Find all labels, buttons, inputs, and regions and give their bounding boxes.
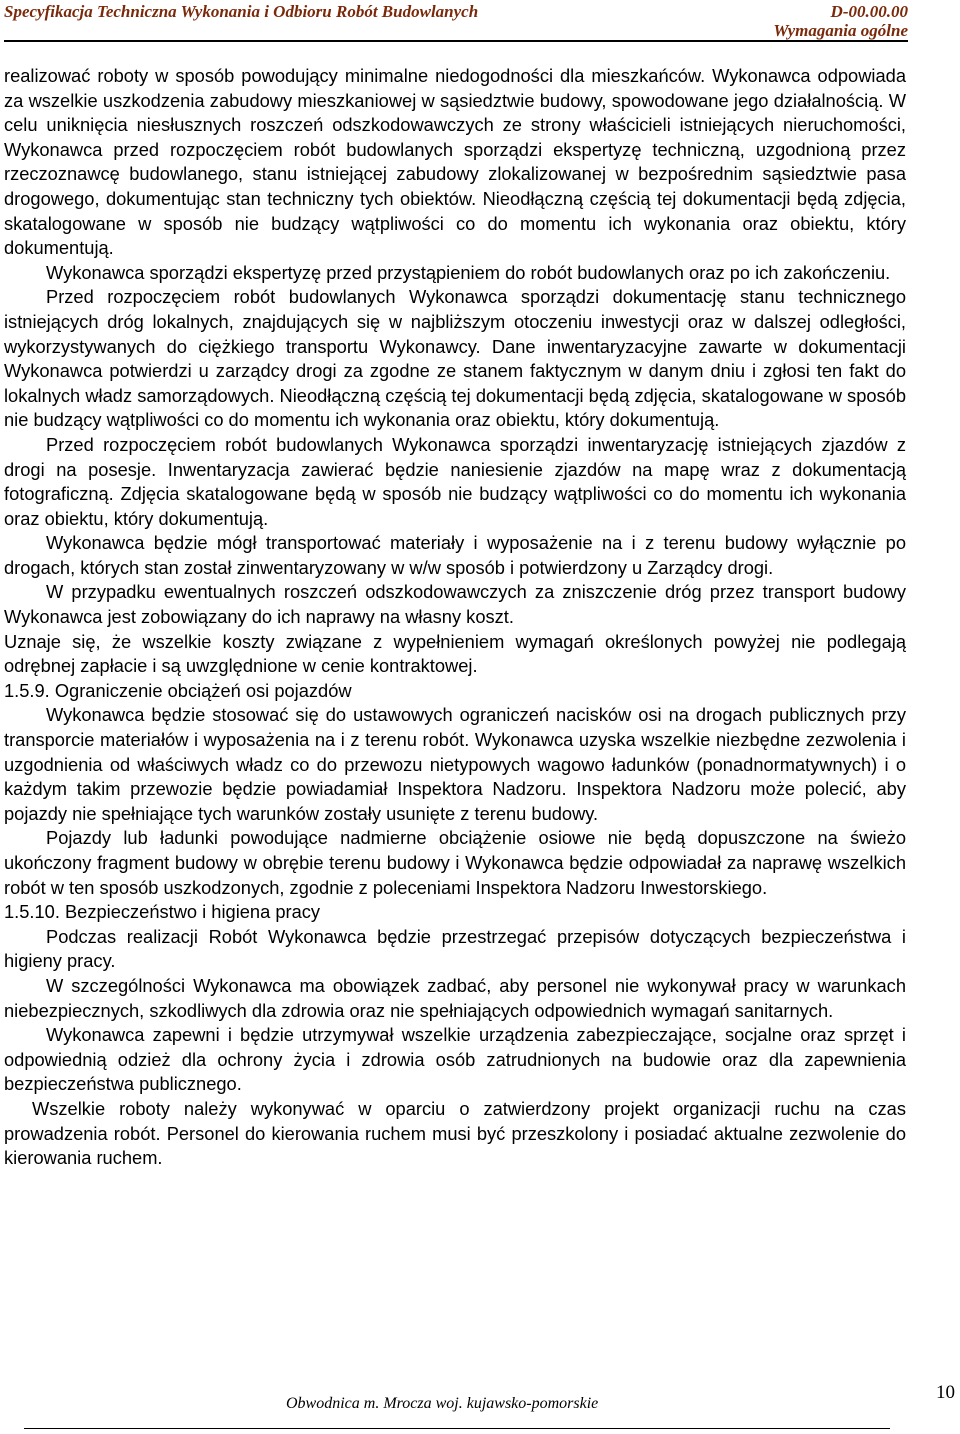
document-section: Wymagania ogólne [773,21,908,40]
document-body [4,64,906,1171]
paragraph: Podczas realizacji Robót Wykonawca będzie przestrzegać przepisów dotyczących bezpieczeństwa i higieny pracy. [4,925,906,972]
paragraph: Wykonawca będzie mógł transportować materiały i wyposażenie na i z terenu budowy wyłącznie po drogach, których stan został zinwentaryzowany w w/w sposób i potwierdzony u Zarządcy drogi. [4,532,906,578]
paragraph: Wykonawca zapewni i będzie utrzymywał wszelkie urządzenia zabezpieczające, socjalne oraz sprzęt i odpowiednią odzież dla ochrony życia i zdrowia osób zatrudnionych na budowie oraz dla zapewnienia bezpieczeństwa publicznego. [4,1024,906,1095]
paragraph: Przed rozpoczęciem robót budowlanych Wykonawca sporządzi dokumentację stanu technicznego istniejących dróg lokalnych, znajdujących się w najbliższym otoczeniu inwestycji oraz w dalszej odległości, wykorzystywanych do ciężkiego transportu Wykonawcy. Dane inwentaryzacyjne zawarte w dokumentacji Wykonawca potwierdzi u zarządcy drogi za zgodne ze stanem faktycznym w danym dniu i zgłosi ten fakt do lokalnych władz samorządowych. Nieodłączną częścią tej dokumentacji będą zdjęcia, skatalogowane w sposób nie budzący wątpliwości co do momentu ich wykonania oraz obiektu, który dokumentują. [4,286,906,431]
paragraph: realizować roboty w sposób powodujący minimalne niedogodności dla mieszkańców. Wykonawca odpowiada za wszelkie uszkodzenia zabudowy mieszkaniowej w sąsiedztwie budowy, spowodowane jego działalnością. W celu uniknięcia niesłusznych roszczeń odszkodowawczych ze strony właścicieli istniejących nieruchomości, Wykonawca przed rozpoczęciem robót budowlanych sporządzi ekspertyzę techniczną, uzgodnioną przez rzeczoznawcę budowlanego, stanu istniejącej zabudowy zlokalizowanej w bezpośrednim sąsiedztwie pasa drogowego, dokumentując stan techniczny tych obiektów. Nieodłączną częścią tej dokumentacji będą zdjęcia, skatalogowane w sposób nie budzący wątpliwości co do momentu ich wykonania oraz obiektu, który dokumentują. [4,65,906,259]
document-code-block [773,2,908,40]
document-code: D-00.00.00 [830,2,908,21]
footer-divider [24,1428,890,1429]
paragraph: Uznaje się, że wszelkie koszty związane z wypełnieniem wymagań określonych powyżej nie podlegają odrębnej zapłacie i są uwzględnione w cenie kontraktowej. [4,630,906,677]
paragraph: Wykonawca będzie stosować się do ustawowych ograniczeń nacisków osi na drogach publicznych przy transporcie materiałów i wyposażenia na i z terenu robót. Wykonawca uzyska wszelkie niezbędne zezwolenia i uzgodnienia od właściwych władz co do przewozu nietypowych wagowo ładunków (ponadnormatywnych) i o każdym takim przewozie będzie powiadamiał Inspektora Nadzoru. Inspektora Nadzoru może polecić, aby pojazdy nie spełniające tych warunków zostały usunięte z terenu budowy. [4,704,906,824]
paragraph: Pojazdy lub ładunki powodujące nadmierne obciążenie osiowe nie będą dopuszczone na świeżo ukończony fragment budowy w obrębie terenu budowy i Wykonawca będzie odpowiadał za naprawę wszelkich robót w ten sposób uszkodzonych, zgodnie z poleceniami Inspektora Nadzoru Inwestorskiego. [4,827,906,898]
section-heading: 1.5.10. Bezpieczeństwo i higiena pracy [4,901,321,923]
paragraph: W szczególności Wykonawca ma obowiązek zadbać, aby personel nie wykonywał pracy w warunkach niebezpiecznych, szkodliwych dla zdrowia oraz nie spełniających odpowiednich wymagań sanitarnych. [4,974,906,1021]
footer-text: Obwodnica m. Mrocza woj. kujawsko-pomorskie [286,1395,599,1412]
paragraph: Wykonawca sporządzi ekspertyzę przed przystąpieniem do robót budowlanych oraz po ich zakończeniu. [46,261,891,283]
paragraph: W przypadku ewentualnych roszczeń odszkodowawczych za zniszczenie dróg przez transport budowy Wykonawca jest zobowiązany do ich naprawy na własny koszt. [4,581,906,628]
page-number: 10 [936,1382,955,1403]
paragraph: Przed rozpoczęciem robót budowlanych Wykonawca sporządzi inwentaryzację istniejących zjazdów z drogi na posesje. Inwentaryzacja zawierać będzie naniesienie zjazdów na mapę wraz z dokumentacją fotograficzną. Zdjęcia skatalogowane będą w sposób nie budzący wątpliwości co do momentu ich wykonania oraz obiektu, który dokumentują. [4,433,906,529]
page-header [4,2,908,42]
section-heading: 1.5.9. Ograniczenie obciążeń osi pojazdów [4,679,352,701]
paragraph: Wszelkie roboty należy wykonywać w oparciu o zatwierdzony projekt organizacji ruchu na czas prowadzenia robót. Personel do kierowania ruchem musi być przeszkolony i posiadać aktualne zezwolenie do kierowania ruchem. [4,1097,906,1169]
document-title: Specyfikacja Techniczna Wykonania i Odbioru Robót Budowlanych [4,2,479,21]
